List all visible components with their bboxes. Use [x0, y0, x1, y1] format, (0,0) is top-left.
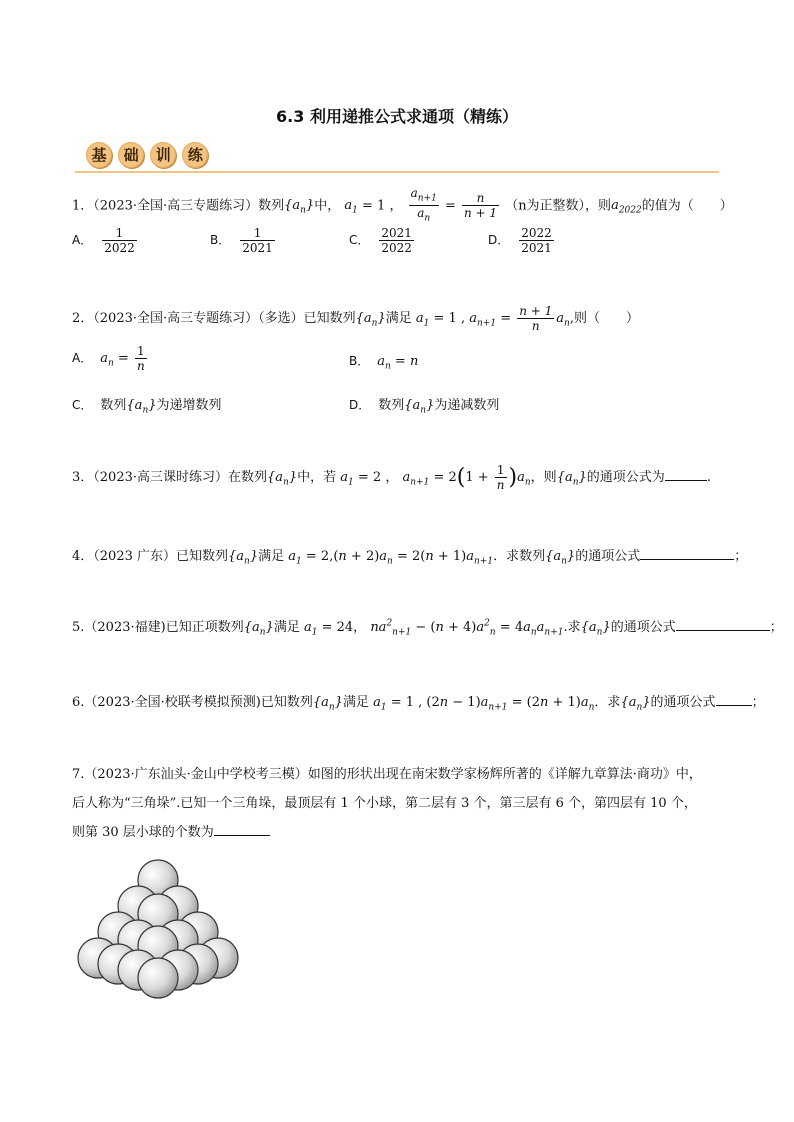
q4-answer-blank[interactable] — [640, 547, 734, 560]
section-char-4: 练 — [182, 142, 208, 168]
section-divider — [75, 171, 719, 173]
section-char-3: 训 — [150, 142, 176, 168]
question-3: 3．（2023·高三课时练习）在数列$\{a_n\}$中，若 $a_1 = 2$ ， $a_{n+1} = 2(1$ + $\frac{1}{n}$ )$a_n$，则$\{a_n\}$的通项公式为 . — [72, 463, 711, 492]
question-7-line-1: 7.（2023·广东汕头·金山中学校考三模）如图的形状出现在南宋数学家杨辉所著的《详解九章算法·商功》中， — [72, 767, 702, 782]
section-header — [86, 142, 210, 168]
q6-answer-blank[interactable] — [716, 693, 752, 706]
section-char-2: 础 — [118, 142, 144, 168]
ball — [138, 958, 178, 998]
q3-answer-blank[interactable] — [665, 468, 707, 481]
q1-option-b[interactable]: B． $\frac{1}{2021}$ — [210, 226, 273, 255]
question-7-line-3: 则第 30 层小球的个数为 — [72, 821, 270, 840]
q1-option-d[interactable]: D． $\frac{2022}{2021}$ — [488, 226, 552, 255]
q5-answer-blank[interactable] — [676, 618, 770, 631]
question-7-line-2: 后人称为“三角垛”.已知一个三角垛，最顶层有 1 个小球，第二层有 3 个，第三层有 6 个，第四层有 10 个， — [72, 796, 697, 811]
question-1: 1．（2023·全国·高三专题练习）数列$\{a_n\}$中， $a_1 = 1$ ， $\frac{a_{n+1}}{a_n}$ = $\frac{n}{n + 1}$ （n为正整数），则$a_{2022}$的值为（ ） — [72, 186, 733, 224]
q2-option-d[interactable]: D． 数列$\{a_n\}$为递减数列 — [349, 398, 500, 416]
q1-option-c[interactable]: C． $\frac{2021}{2022}$ — [349, 226, 412, 255]
q2-option-c[interactable]: C． 数列$\{a_n\}$为递增数列 — [72, 398, 222, 416]
triangular-stack-figure — [74, 858, 244, 1002]
q7-answer-blank[interactable] — [214, 823, 270, 836]
q2-option-a[interactable]: A． $a_n$ = $\frac{1}{n}$ — [72, 344, 145, 373]
question-4: 4．（2023 广东）已知数列$\{a_n\}$满足 $a_1 = 2,(n + 2)a_n = 2(n + 1)a_{n+1}$．求数列$\{a_n\}$的通项公式 ； — [72, 549, 748, 567]
question-6: 6.（2023·全国·校联考模拟预测)已知数列$\{a_n\}$满足 $a_1 = 1$ , $(2n - 1)a_{n+1} = (2n + 1)a_n$．求$\{a_n\}$的通项公式 ； — [72, 695, 765, 713]
q2-option-b[interactable]: B． $a_n = n$ — [349, 354, 419, 372]
question-2: 2．（2023·全国·高三专题练习）（多选）已知数列$\{a_n\}$满足 $a_1 = 1$ , $a_{n+1}$ = $\frac{n + 1}{n}$ $a_n$,则（ ） — [72, 304, 639, 333]
q1-option-a[interactable]: A． $\frac{1}{2022}$ — [72, 226, 135, 255]
question-5: 5.（2023·福建)已知正项数列$\{a_n\}$满足 $a_1 = 24$， $na^2_{n+1} - (n + 4)a^2_n = 4a_na_{n+1}$.求$\{a_n\}$的通项公式 ； — [72, 618, 783, 638]
section-char-1: 基 — [86, 142, 112, 168]
page-title: 6.3 利用递推公式求通项（精练） — [276, 107, 518, 126]
